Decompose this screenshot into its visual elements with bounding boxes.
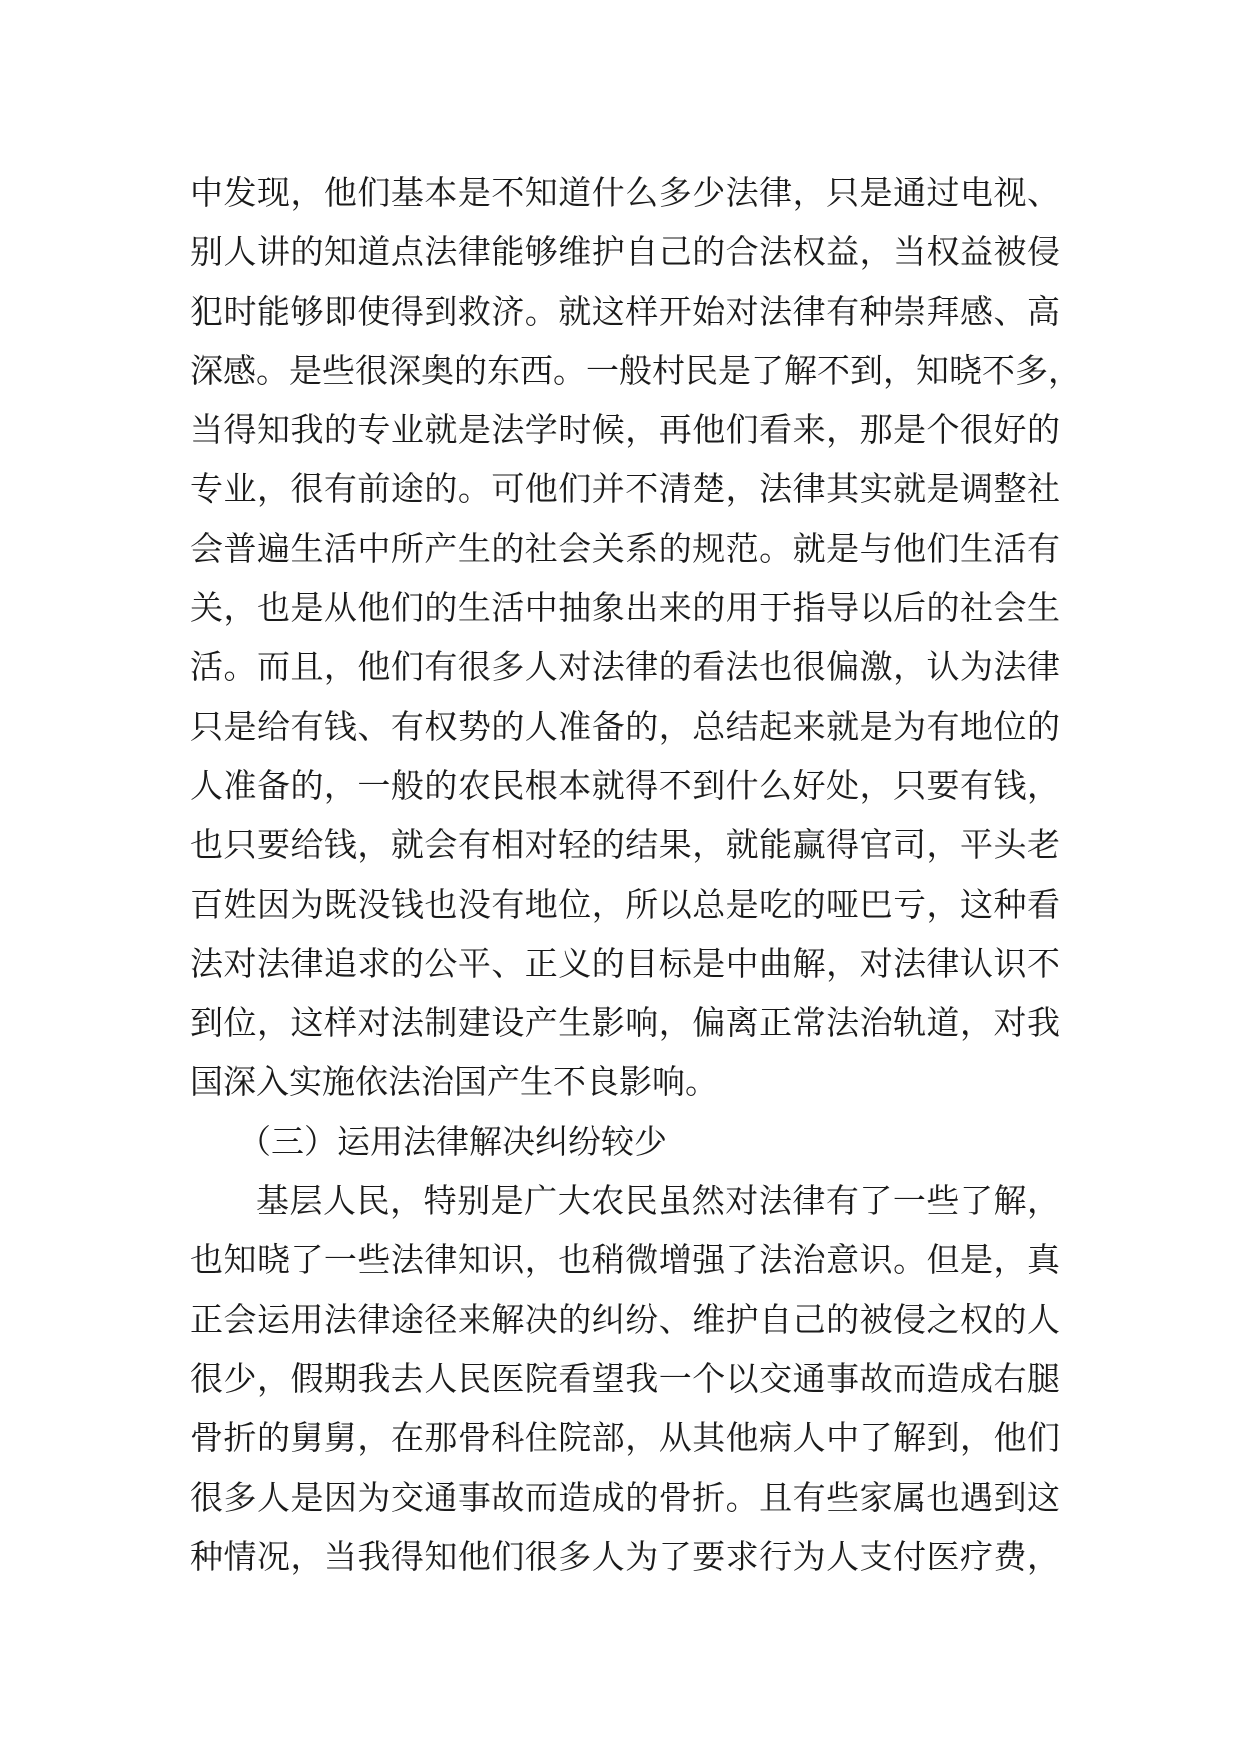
text-line: 也知晓了一些法律知识，也稍微增强了法治意识。但是，真 — [190, 1240, 1060, 1280]
text-line: 到位，这样对法制建设产生影响，偏离正常法治轨道，对我 — [190, 1003, 1060, 1043]
text-line: 种情况，当我得知他们很多人为了要求行为人支付医疗费， — [190, 1536, 1060, 1576]
text-line: 很少，假期我去人民医院看望我一个以交通事故而造成右腿 — [190, 1358, 1060, 1398]
text-line: 法对法律追求的公平、正义的目标是中曲解，对法律认识不 — [190, 943, 1060, 983]
text-line: 关，也是从他们的生活中抽象出来的用于指导以后的社会生 — [190, 588, 1060, 628]
text-line: 百姓因为既没钱也没有地位，所以总是吃的哑巴亏，这种看 — [190, 884, 1060, 924]
text-line: 基层人民，特别是广大农民虽然对法律有了一些了解， — [256, 1181, 1060, 1221]
text-line: 别人讲的知道点法律能够维护自己的合法权益，当权益被侵 — [190, 232, 1060, 272]
text-line: 中发现，他们基本是不知道什么多少法律，只是通过电视、 — [190, 173, 1060, 212]
text-line: 人准备的，一般的农民根本就得不到什么好处，只要有钱， — [190, 765, 1060, 805]
text-line: 也只要给钱，就会有相对轻的结果，就能赢得官司，平头老 — [190, 825, 1060, 865]
text-line: 活。而且，他们有很多人对法律的看法也很偏激，认为法律 — [190, 647, 1060, 687]
paragraph-2 — [190, 1171, 1060, 1586]
text-line: 骨折的舅舅，在那骨科住院部，从其他病人中了解到，他们 — [190, 1418, 1060, 1458]
paragraph-1 — [190, 163, 1081, 1112]
text-line: 很多人是因为交通事故而造成的骨折。且有些家属也遇到这 — [190, 1477, 1060, 1517]
section-heading: （三）运用法律解决纠纷较少 — [238, 1121, 667, 1161]
text-line: 国深入实施依法治国产生不良影响。 — [190, 1062, 718, 1102]
text-line: 专业，很有前途的。可他们并不清楚，法律其实就是调整社 — [190, 469, 1060, 509]
text-line: 犯时能够即使得到救济。就这样开始对法律有种崇拜感、高 — [190, 291, 1060, 331]
text-line: 深感。是些很深奥的东西。一般村民是了解不到，知晓不多， — [190, 350, 1081, 390]
body-text — [190, 163, 1081, 1586]
text-line: 只是给有钱、有权势的人准备的，总结起来就是为有地位的 — [190, 706, 1060, 746]
text-line: 会普遍生活中所产生的社会关系的规范。就是与他们生活有 — [190, 528, 1060, 568]
text-line: 当得知我的专业就是法学时候，再他们看来，那是个很好的 — [190, 410, 1060, 450]
text-line: 正会运用法律途径来解决的纠纷、维护自己的被侵之权的人 — [190, 1299, 1060, 1339]
